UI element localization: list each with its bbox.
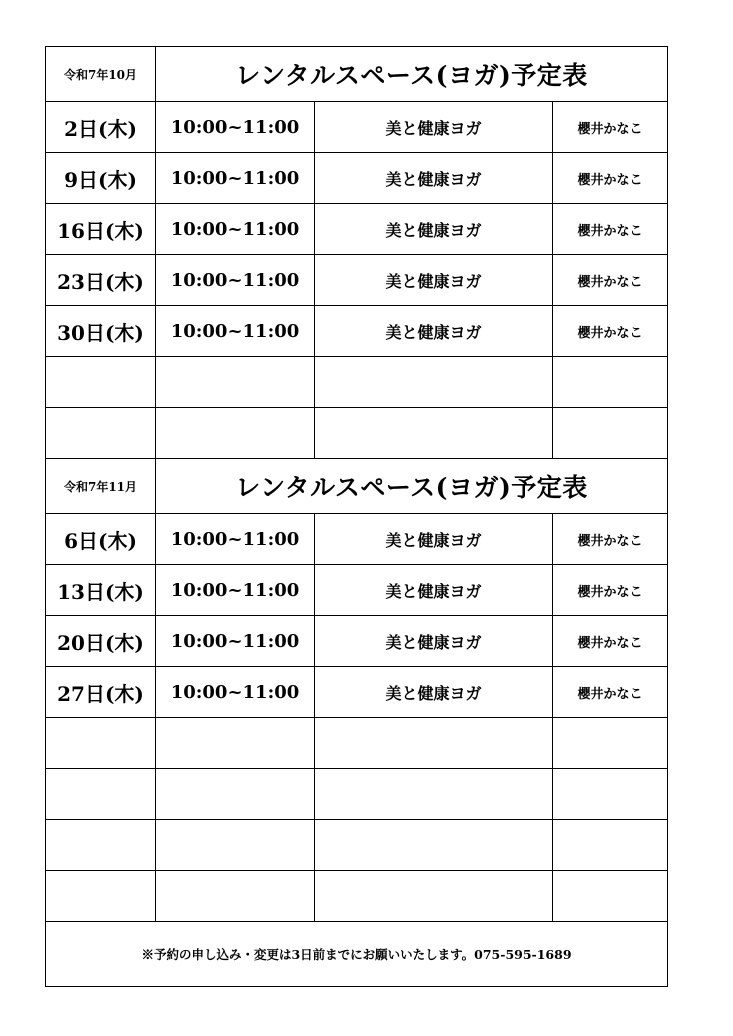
row-date [46, 408, 156, 459]
row-class: 美と健康ヨガ [315, 565, 553, 616]
row-class: 美と健康ヨガ [315, 616, 553, 667]
notice-text: ※予約の申し込み・変更は3日前までにお願いいたします。075-595-1689 [46, 922, 668, 987]
row-time [156, 820, 315, 871]
schedule-row [46, 204, 668, 255]
notice-row [46, 922, 668, 987]
section-header [46, 459, 668, 514]
row-date [46, 769, 156, 820]
row-instructor: 櫻井かなこ [553, 667, 668, 718]
row-date: 30日(木) [46, 306, 156, 357]
row-instructor: 櫻井かなこ [553, 616, 668, 667]
schedule-row [46, 357, 668, 408]
schedule-row [46, 153, 668, 204]
row-date: 27日(木) [46, 667, 156, 718]
row-time [156, 408, 315, 459]
row-class [315, 357, 553, 408]
row-time: 10:00~11:00 [156, 565, 315, 616]
row-date: 2日(木) [46, 102, 156, 153]
section-title: レンタルスペース(ヨガ)予定表 [156, 47, 668, 102]
schedule-table [45, 46, 668, 987]
row-time: 10:00~11:00 [156, 153, 315, 204]
row-instructor [553, 357, 668, 408]
row-date: 9日(木) [46, 153, 156, 204]
row-class: 美と健康ヨガ [315, 204, 553, 255]
row-date: 16日(木) [46, 204, 156, 255]
row-time: 10:00~11:00 [156, 306, 315, 357]
row-time: 10:00~11:00 [156, 204, 315, 255]
row-instructor: 櫻井かなこ [553, 102, 668, 153]
row-instructor [553, 718, 668, 769]
row-time [156, 718, 315, 769]
row-instructor: 櫻井かなこ [553, 306, 668, 357]
row-instructor: 櫻井かなこ [553, 255, 668, 306]
row-class: 美と健康ヨガ [315, 153, 553, 204]
schedule-row [46, 408, 668, 459]
section-title: レンタルスペース(ヨガ)予定表 [156, 459, 668, 514]
schedule-row [46, 871, 668, 922]
section-header [46, 47, 668, 102]
row-time [156, 357, 315, 408]
row-date: 23日(木) [46, 255, 156, 306]
row-date [46, 871, 156, 922]
row-date: 20日(木) [46, 616, 156, 667]
row-time: 10:00~11:00 [156, 616, 315, 667]
row-instructor: 櫻井かなこ [553, 565, 668, 616]
row-time: 10:00~11:00 [156, 255, 315, 306]
row-class [315, 718, 553, 769]
section-period: 令和7年10月 [46, 47, 156, 102]
schedule-row [46, 514, 668, 565]
row-time: 10:00~11:00 [156, 102, 315, 153]
row-instructor [553, 820, 668, 871]
row-class: 美と健康ヨガ [315, 667, 553, 718]
row-instructor: 櫻井かなこ [553, 204, 668, 255]
row-date: 6日(木) [46, 514, 156, 565]
row-class [315, 769, 553, 820]
row-time: 10:00~11:00 [156, 667, 315, 718]
schedule-row [46, 306, 668, 357]
row-date [46, 718, 156, 769]
row-time [156, 769, 315, 820]
row-class [315, 820, 553, 871]
row-class: 美と健康ヨガ [315, 514, 553, 565]
row-class [315, 871, 553, 922]
row-date [46, 357, 156, 408]
row-instructor [553, 769, 668, 820]
row-date: 13日(木) [46, 565, 156, 616]
row-time [156, 871, 315, 922]
schedule-sheet [45, 46, 667, 987]
section-period: 令和7年11月 [46, 459, 156, 514]
schedule-row [46, 102, 668, 153]
row-class: 美と健康ヨガ [315, 255, 553, 306]
row-instructor [553, 871, 668, 922]
row-time: 10:00~11:00 [156, 514, 315, 565]
schedule-row [46, 820, 668, 871]
schedule-row [46, 565, 668, 616]
row-class: 美と健康ヨガ [315, 102, 553, 153]
row-date [46, 820, 156, 871]
schedule-row [46, 769, 668, 820]
schedule-row [46, 255, 668, 306]
schedule-row [46, 616, 668, 667]
row-instructor [553, 408, 668, 459]
row-instructor: 櫻井かなこ [553, 153, 668, 204]
row-class [315, 408, 553, 459]
schedule-row [46, 718, 668, 769]
row-instructor: 櫻井かなこ [553, 514, 668, 565]
row-class: 美と健康ヨガ [315, 306, 553, 357]
schedule-row [46, 667, 668, 718]
